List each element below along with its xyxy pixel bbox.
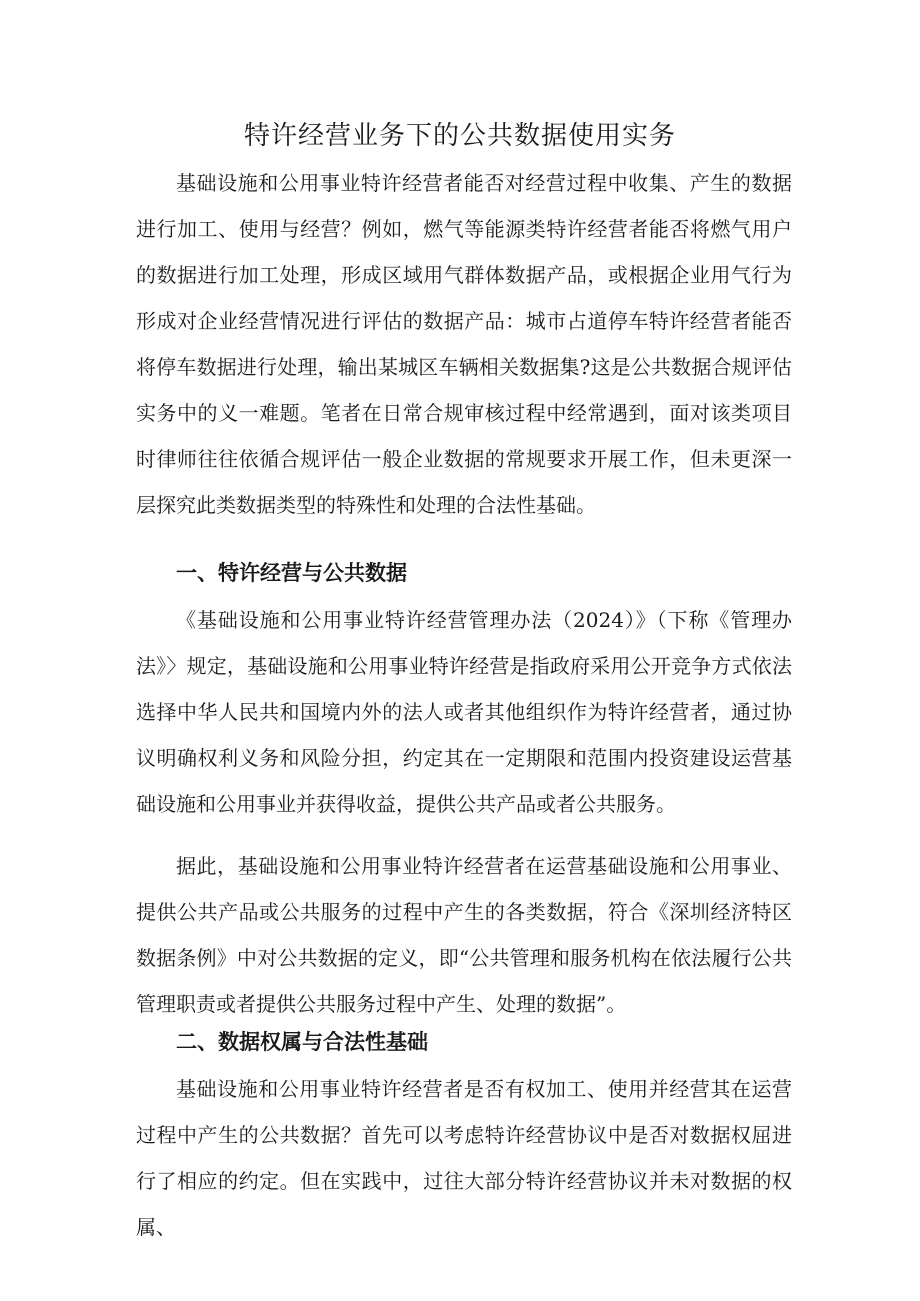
- section1-paragraph-1: 《基础设施和公用事业特许经营管理办法（2024）》（下称《管理办法》〉规定，基础设施和公用事业特许经营是指政府采用公开竞争方式依法选择中华人民共和国境内外的法人或者其他组织作为特许经营者，通过协议明确权利义务和风险分担，约定其在一定期限和范围内投资建设运营基础设施和公用事业并获得收益，提供公共产品或者公共服务。: [136, 608, 792, 816]
- document-title: 特许经营业务下的公共数据使用实务: [243, 121, 676, 151]
- section-heading-2: 二、数据权属与合法性基础: [176, 1030, 428, 1054]
- section2-paragraph-1: 基础设施和公用事业特许经营者是否有权加工、使用并经营其在运营过程中产生的公共数据？首先可以考虑特许经营协议中是否对数据权屈进行了相应的约定。但在实践中，过往大部分特许经营协议并未对数据的权属、: [136, 1077, 792, 1239]
- section1-paragraph-2: 据此，基础设施和公用事业特许经营者在运营基础设施和公用事业、提供公共产品或公共服务的过程中产生的各类数据，符合《深圳经济特区数据条例》中对公共数据的定义，即“公共管理和服务机构在依法履行公共管理职责或者提供公共服务过程中产生、处理的数据”。: [136, 854, 792, 1016]
- section-heading-1: 一、特许经营与公共数据: [176, 561, 407, 585]
- intro-paragraph: 基础设施和公用事业特许经营者能否对经营过程中收集、产生的数据进行加工、使用与经营？例如，燃气等能源类特许经营者能否将燃气用户的数据进行加工处理，形成区域用气群体数据产品，或根据企业用气行为形成对企业经营情况进行评估的数据产品：城市占道停车特许经营者能否将停车数据进行处理，输出某城区车辆相关数据集?这是公共数据合规评估实务中的义一难题。笔者在日常合规审核过程中经常遇到，面对该类项目时律师往往依循合规评估一般企业数据的常规要求开展工作，但未更深一层探究此类数据类型的特殊性和处理的合法性基础。: [136, 171, 792, 517]
